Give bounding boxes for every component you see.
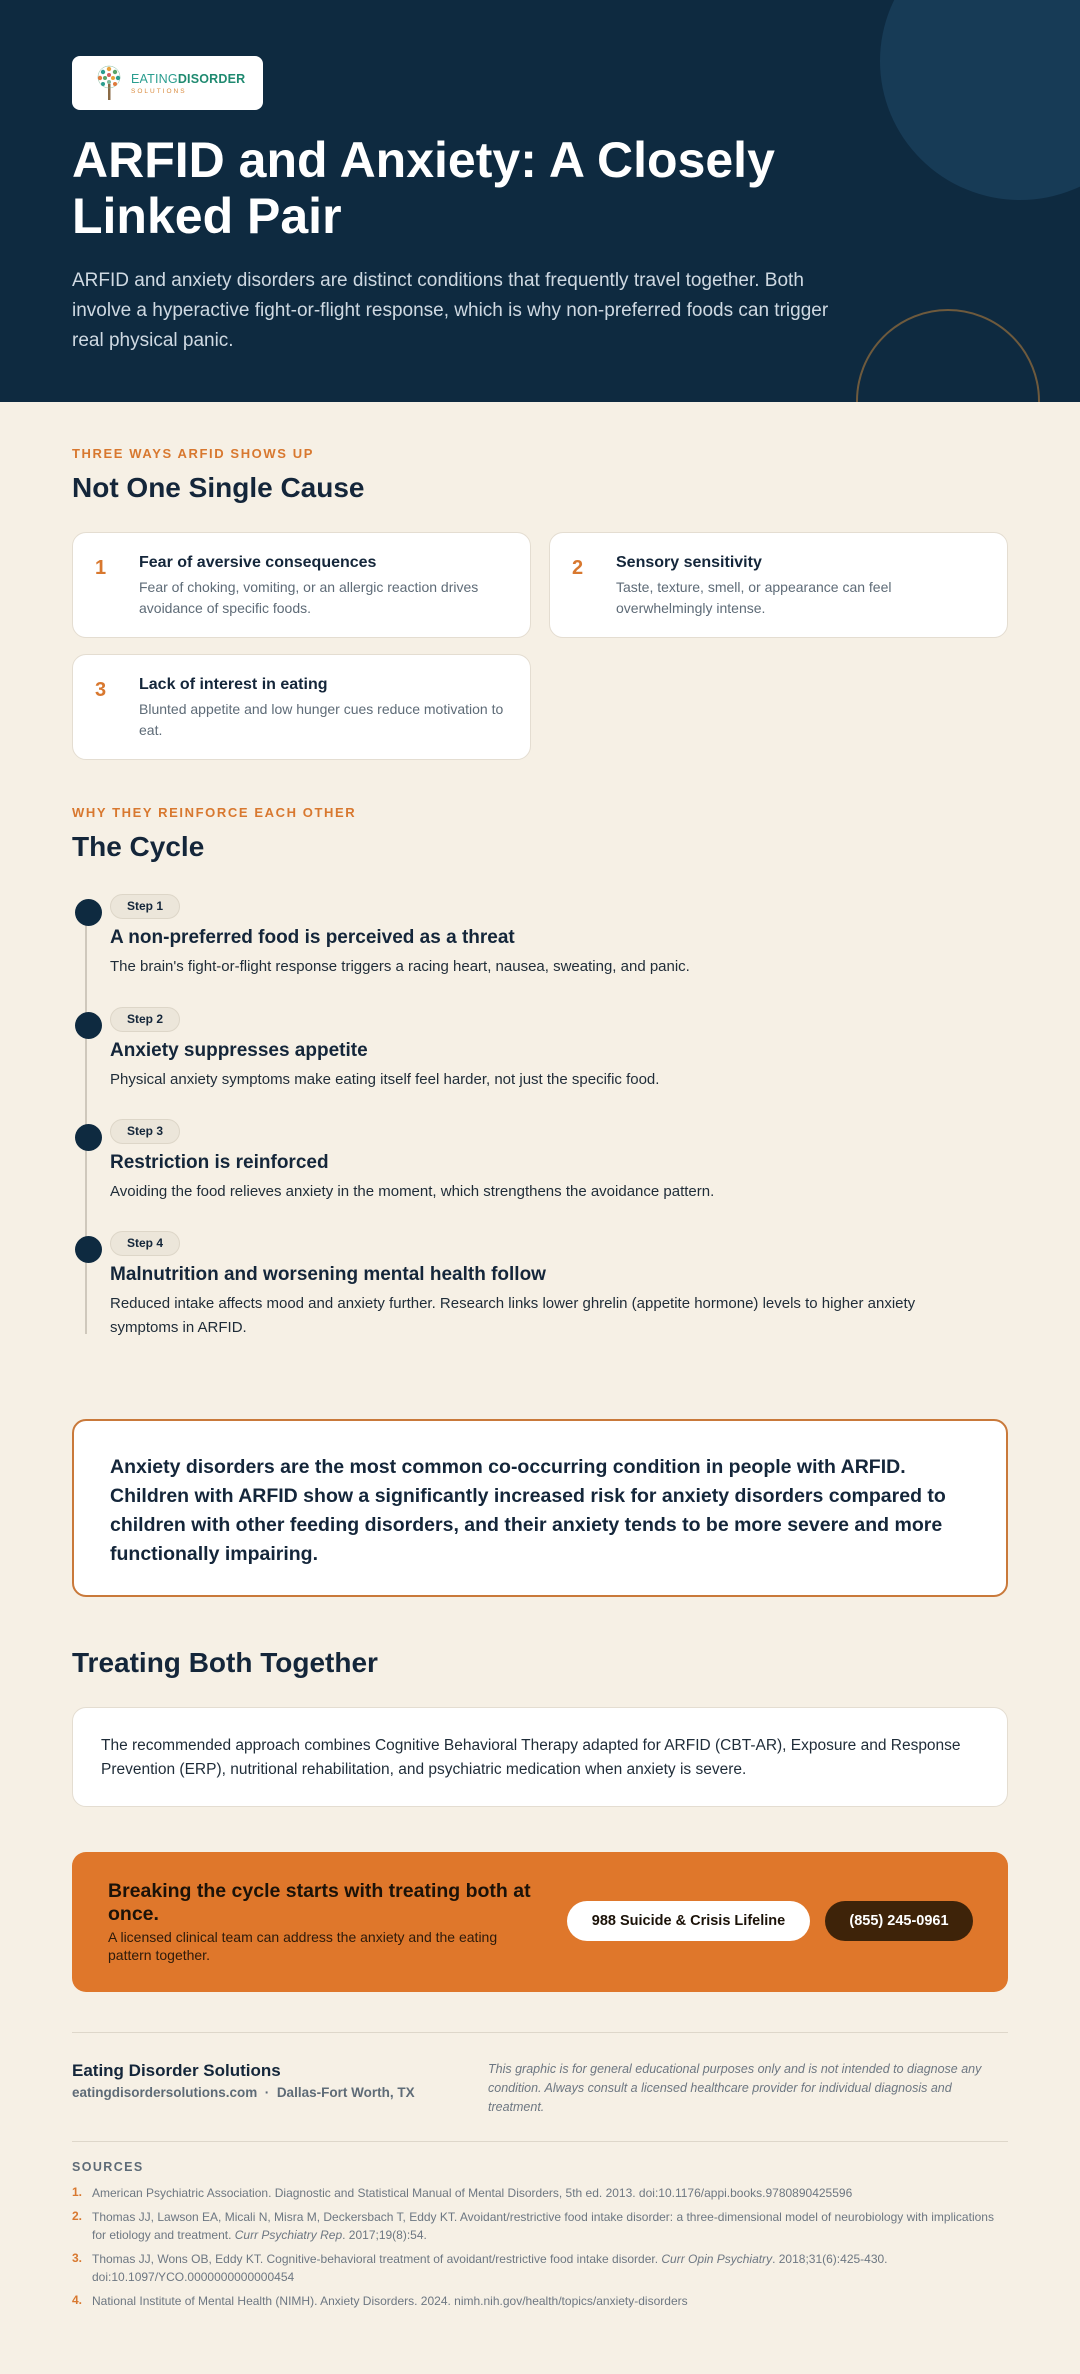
cause-card xyxy=(72,532,531,638)
footer-divider xyxy=(72,2032,1008,2033)
step-title: A non-preferred food is perceived as a threat xyxy=(110,927,515,948)
step-text: Physical anxiety symptoms make eating itself feel harder, not just the specific food. xyxy=(110,1071,660,1088)
step-badge: Step 2 xyxy=(110,1007,180,1032)
cta-title: Breaking the cycle starts with treating both at once. xyxy=(108,1880,531,1925)
footer-org-name: Eating Disorder Solutions xyxy=(72,2061,281,2080)
step-text: Avoiding the food relieves anxiety in the moment, which strengthens the avoidance pattern. xyxy=(110,1183,715,1200)
cta-subtitle: A licensed clinical team can address the anxiety and the eating pattern together. xyxy=(108,1929,498,1963)
step-title: Anxiety suppresses appetite xyxy=(110,1040,368,1061)
treatment-text: The recommended approach combines Cognitive Behavioral Therapy adapted for ARFID (CBT-AR), Exposure and Response Prevention (ERP), nutritional rehabilitation, and psychiatric medication when anxiety is severe. xyxy=(101,1737,961,1778)
source-item xyxy=(92,2250,1002,2286)
treatment-title: Treating Both Together xyxy=(72,1647,378,1678)
source-item xyxy=(92,2184,1002,2202)
source-number: 2. xyxy=(72,2209,83,2223)
causes-eyebrow: THREE WAYS ARFID SHOWS UP xyxy=(72,446,315,461)
cause-number: 1 xyxy=(95,557,107,579)
call-phone-button[interactable]: (855) 245-0961 xyxy=(825,1901,973,1941)
step-badge: Step 1 xyxy=(110,894,180,919)
crisis-lifeline-button[interactable]: 988 Suicide & Crisis Lifeline xyxy=(567,1901,810,1941)
page-title: ARFID and Anxiety: A Closely Linked Pair xyxy=(72,132,775,244)
step-text: Reduced intake affects mood and anxiety further. Research links lower ghrelin (appetite hormone) levels to higher anxiety symptoms in ARFID. xyxy=(110,1295,916,1336)
treatment-box xyxy=(72,1707,1008,1807)
step-text: The brain's fight-or-flight response triggers a racing heart, nausea, sweating, and panic. xyxy=(110,958,690,975)
cause-number: 2 xyxy=(572,557,584,579)
timeline-dot xyxy=(75,1236,102,1263)
cause-title: Lack of interest in eating xyxy=(139,676,328,693)
timeline-line xyxy=(85,912,87,1334)
brand-logo[interactable] xyxy=(72,56,263,110)
source-text: American Psychiatric Association. Diagnostic and Statistical Manual of Mental Disorders, 5th ed. 2013. doi:10.1176/appi.books.9780890425596 xyxy=(92,2186,853,2200)
footer-website-link[interactable]: eatingdisordersolutions.com xyxy=(72,2085,258,2100)
logo-word-disorder: DISORDER xyxy=(177,72,246,86)
cause-number: 3 xyxy=(95,679,107,701)
footer-location: Dallas-Fort Worth, TX xyxy=(276,2085,415,2100)
logo-word-eating: EATING xyxy=(131,72,178,86)
step-badge: Step 4 xyxy=(110,1231,180,1256)
logo-wordmark xyxy=(131,72,245,86)
cta-banner xyxy=(72,1852,1008,1992)
hero-banner xyxy=(0,0,1080,402)
tree-logo-icon xyxy=(92,64,126,102)
cause-title: Sensory sensitivity xyxy=(616,554,762,571)
hero-description: ARFID and anxiety disorders are distinct conditions that frequently travel together. Both involve a hyperactive fight-or-flight response, which is why non-preferred foods can trigger real physical panic. xyxy=(72,270,829,351)
cause-text: Fear of choking, vomiting, or an allergic reaction drives avoidance of specific foods. xyxy=(139,579,479,616)
footer-disclaimer: This graphic is for general educational purposes only and is not intended to diagnose any condition. Always consult a licensed healthcare provider for individual diagnosis and treatment. xyxy=(488,2062,982,2114)
source-number: 3. xyxy=(72,2251,83,2265)
sources-label: SOURCES xyxy=(72,2160,144,2174)
decorative-circle xyxy=(880,0,1080,200)
sources-divider xyxy=(72,2141,1008,2142)
source-item xyxy=(92,2208,1002,2244)
source-text: National Institute of Mental Health (NIMH). Anxiety Disorders. 2024. nimh.nih.gov/health/topics/anxiety-disorders xyxy=(92,2294,688,2308)
logo-subtitle: SOLUTIONS xyxy=(131,88,187,95)
timeline-dot xyxy=(75,1012,102,1039)
cause-card xyxy=(549,532,1008,638)
callout-text: Anxiety disorders are the most common co-occurring condition in people with ARFID. Children with ARFID show a significantly increased risk for anxiety disorders compared to children with other feeding disorders, and their anxiety tends to be more severe and more functionally impairing. xyxy=(110,1456,946,1565)
source-text: Thomas JJ, Wons OB, Eddy KT. Cognitive-behavioral treatment of avoidant/restrictive food intake disorder. xyxy=(92,2252,662,2266)
cause-text: Taste, texture, smell, or appearance can feel overwhelmingly intense. xyxy=(616,579,892,616)
source-number: 1. xyxy=(72,2185,83,2199)
source-text-end: . 2017;19(8):54. xyxy=(342,2228,427,2242)
source-journal: Curr Opin Psychiatry xyxy=(661,2252,773,2266)
source-item xyxy=(92,2292,1002,2310)
timeline-dot xyxy=(75,899,102,926)
source-text: Thomas JJ, Lawson EA, Micali N, Misra M, Deckersbach T, Eddy KT. Avoidant/restrictive food intake disorder: a three-dimensional model of neurobiology with implications for etiology and treatment. xyxy=(92,2210,994,2242)
cycle-eyebrow: WHY THEY REINFORCE EACH OTHER xyxy=(72,805,357,820)
step-title: Malnutrition and worsening mental health follow xyxy=(110,1264,546,1285)
step-title: Restriction is reinforced xyxy=(110,1152,329,1173)
footer-separator: · xyxy=(264,2085,270,2100)
footer-meta xyxy=(72,2085,415,2100)
decorative-ring xyxy=(856,309,1040,402)
source-journal: Curr Psychiatry Rep xyxy=(234,2228,343,2242)
cycle-title: The Cycle xyxy=(72,831,205,862)
stat-callout xyxy=(72,1419,1008,1597)
causes-title: Not One Single Cause xyxy=(72,472,365,503)
cause-card xyxy=(72,654,531,760)
cause-title: Fear of aversive consequences xyxy=(139,554,377,571)
source-text-end: . 2018;31(6):425-430. doi:10.1097/YCO.0000000000000454 xyxy=(92,2252,888,2284)
cause-text: Blunted appetite and low hunger cues reduce motivation to eat. xyxy=(139,701,504,738)
timeline-dot xyxy=(75,1124,102,1151)
step-badge: Step 3 xyxy=(110,1119,180,1144)
source-number: 4. xyxy=(72,2293,83,2307)
